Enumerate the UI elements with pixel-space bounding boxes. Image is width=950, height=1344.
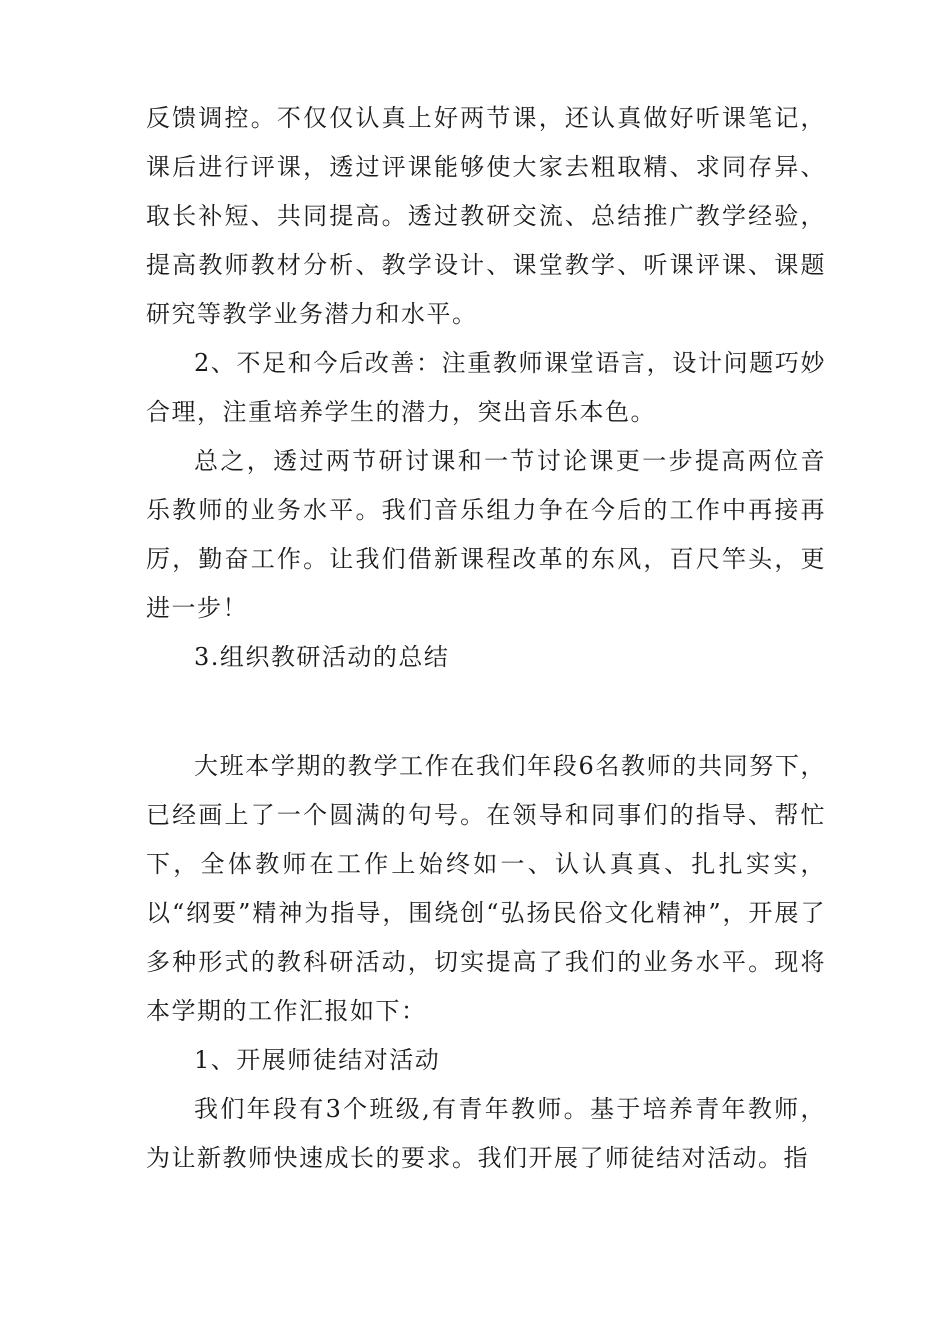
subheading-mentor-pairing: 1、开展师徒结对活动 bbox=[194, 1046, 441, 1074]
paragraph-shortcomings: 2、不足和今后改善：注重教师课堂语言，设计问题巧妙合理，注重培养学生的潜力，突出音乐本色。 bbox=[146, 349, 826, 426]
section-heading-3: 3.组织教研活动的总结 bbox=[194, 643, 450, 671]
paragraph-feedback-control: 反馈调控。不仅仅认真上好两节课，还认真做好听课笔记，课后进行评课，透过评课能够使大家去粗取精、求同存异、取长补短、共同提高。透过教研交流、总结推广教学经验，提高教师教材分析、教学设计、课堂教学、听课评课、课题研究等教学业务潜力和水平。 bbox=[146, 104, 826, 328]
text-block-top bbox=[146, 94, 826, 682]
text-block-bottom bbox=[146, 742, 826, 1183]
paragraph-conclusion: 总之，透过两节研讨课和一节讨论课更一步提高两位音乐教师的业务水平。我们音乐组力争在今后的工作中再接再厉，勤奋工作。让我们借新课程改革的东风，百尺竿头，更进一步！ bbox=[146, 447, 826, 622]
paragraph-mentor-pairing: 我们年段有3个班级,有青年教师。基于培养青年教师，为让新教师快速成长的要求。我们开展了师徒结对活动。指 bbox=[146, 1095, 826, 1172]
paragraph-semester-intro: 大班本学期的教学工作在我们年段6名教师的共同努下，已经画上了一个圆满的句号。在领导和同事们的指导、帮忙下，全体教师在工作上始终如一、认认真真、扎扎实实，以“纲要”精神为指导，围绕创“弘扬民俗文化精神”，开展了多种形式的教科研活动，切实提高了我们的业务水平。现将本学期的工作汇报如下： bbox=[146, 752, 826, 1025]
